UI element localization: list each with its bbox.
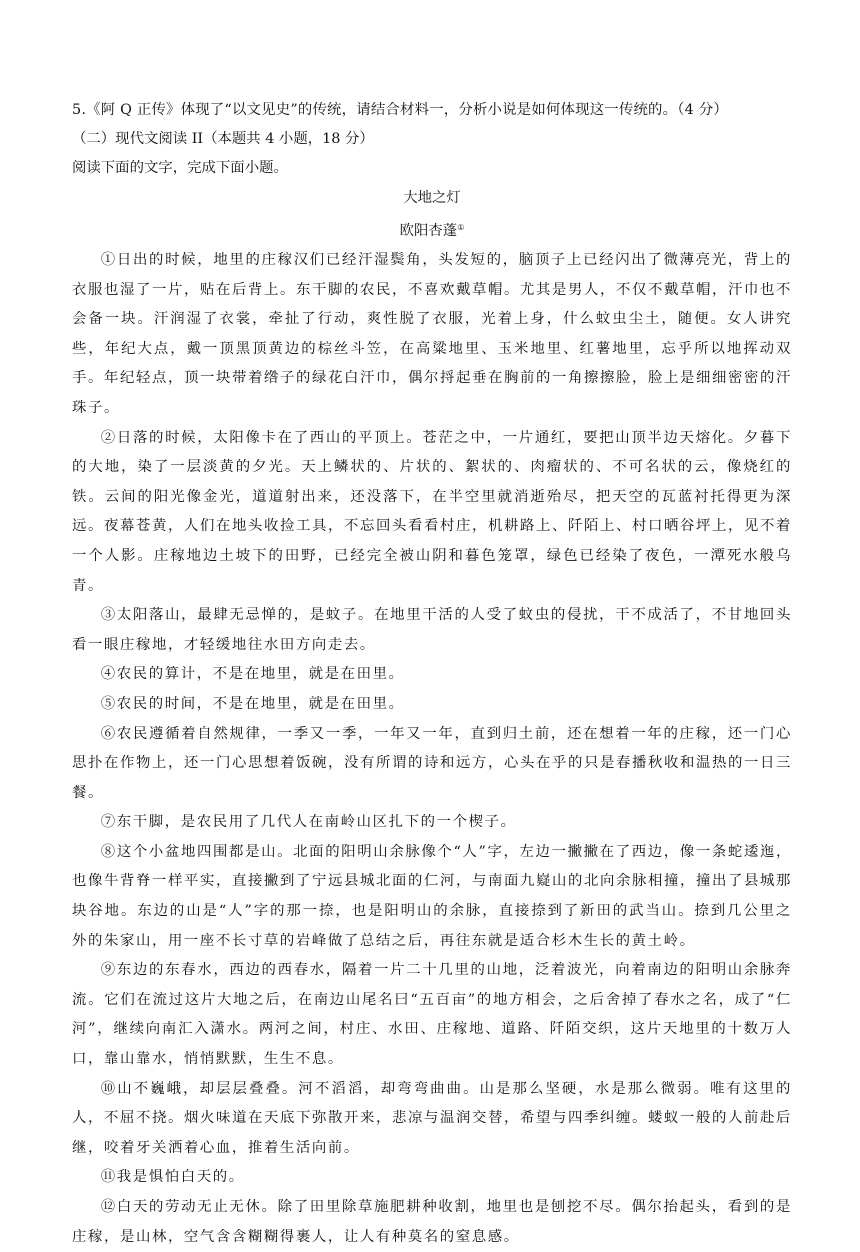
article-author	[72, 213, 792, 246]
paragraph-9: ⑨东边的东春水，西边的西春水，隔着一片二十几里的山地，泛着波光，向着南边的阳明山余脉奔流。它们在流过这片大地之后，在南边山尾名曰“五百亩”的地方相会，之后舍掉了春水之名，成了“仁河”，继续向南汇入潇水。两河之间，村庄、水田、庄稼地、道路、阡陌交织，这片天地里的十数万人口，靠山靠水，悄悄默默，生生不息。	[72, 962, 792, 1068]
author-footnote-mark: ①	[457, 222, 465, 232]
paragraph-12: ⑫白天的劳动无止无休。除了田里除草施肥耕种收割，地里也是刨挖不尽。偶尔抬起头，看到的是庄稼，是山林，空气含含糊糊得裹人，让人有种莫名的窒息感。	[72, 1199, 792, 1245]
paragraph-7: ⑦东干脚，是农民用了几代人在南岭山区扎下的一个楔子。	[100, 814, 517, 831]
question-5: 5.《阿 Q 正传》体现了“以文见史”的传统，请结合材料一，分析小说是如何体现这一传统的。（4 分）	[72, 102, 728, 118]
paragraph-4: ④农民的算计，不是在地里，就是在田里。	[100, 666, 405, 683]
paragraph-3: ③太阳落山，最肆无忌惮的，是蚊子。在地里干活的人受了蚊虫的侵扰，干不成活了，不甘地回头看一眼庄稼地，才轻缓地往水田方向走去。	[72, 607, 792, 653]
paragraph-2: ②日落的时候，太阳像卡在了西山的平顶上。苍茫之中，一片通红，要把山顶半边天熔化。夕暮下的大地，染了一层淡黄的夕光。天上鳞状的、片状的、絮状的、肉瘤状的、不可名状的云，像烧红的铁。云间的阳光像金光，道道射出来，还没落下，在半空里就消逝殆尽，把天空的瓦蓝衬托得更为深远。夜幕苍黄，人们在地头收捡工具，不忘回头看看村庄，机耕路上、阡陌上、村口晒谷坪上，见不着一个人影。庄稼地边土坡下的田野，已经完全被山阴和暮色笼罩，绿色已经染了夜色，一潭死水般乌青。	[72, 429, 792, 594]
paragraph-5: ⑤农民的时间，不是在地里，就是在田里。	[100, 695, 405, 712]
document-page	[72, 96, 792, 1252]
paragraph-6: ⑥农民遵循着自然规律，一季又一季，一年又一年，直到归土前，还在想着一年的庄稼，还一门心思扑在作物上，还一门心思想着饭碗，没有所谓的诗和远方，心头在乎的只是春播秋收和温热的一日三餐。	[72, 725, 792, 801]
section-heading: （二）现代文阅读 II（本题共 4 小题，18 分）	[72, 131, 374, 148]
author-name: 欧阳杏蓬	[399, 222, 458, 239]
paragraph-11: ⑪我是惧怕白天的。	[100, 1169, 245, 1186]
article-title: 大地之灯	[403, 189, 461, 206]
paragraph-10: ⑩山不巍峨，却层层叠叠。河不滔滔，却弯弯曲曲。山是那么坚硬，水是那么微弱。唯有这里的人，不屈不挠。烟火味道在天底下弥散开来，悲凉与温润交替，希望与四季纠缠。蝼蚁一般的人前赴后继，咬着牙关洒着心血，推着生活向前。	[72, 1080, 792, 1156]
paragraph-1: ①日出的时候，地里的庄稼汉们已经汗湿鬓角，头发短的，脑顶子上已经闪出了微薄亮光，背上的衣服也湿了一片，贴在后背上。东干脚的农民，不喜欢戴草帽。尤其是男人，不仅不戴草帽，汗巾也不会备一块。汗润湿了衣裳，牵扯了行动，爽性脱了衣服，光着上身，什么蚊虫尘土，随便。女人讲究些，年纪大点，戴一顶黑顶黄边的棕丝斗笠，在高粱地里、玉米地里、红薯地里，忘乎所以地挥动双手。年纪轻点，顶一块带着绺子的绿花白汗巾，偶尔捋起垂在胸前的一角擦擦脸，脸上是细细密密的汗珠子。	[72, 252, 792, 416]
paragraph-8: ⑧这个小盆地四围都是山。北面的阳明山余脉像个“人”字，左边一撇撇在了西边，像一条蛇逶迤，也像牛背脊一样平实，直接撇到了宁远县城北面的仁河，与南面九嶷山的北向余脉相撞，撞出了县城那块谷地。东边的山是“人”字的那一捺，也是阳明山的余脉，直接捺到了新田的武当山。捺到几公里之外的朱家山，用一座不长寸草的岩峰做了总结之后，再往东就是适合杉木生长的黄土岭。	[72, 843, 792, 949]
reading-instruction: 阅读下面的文字，完成下面小题。	[72, 160, 288, 177]
